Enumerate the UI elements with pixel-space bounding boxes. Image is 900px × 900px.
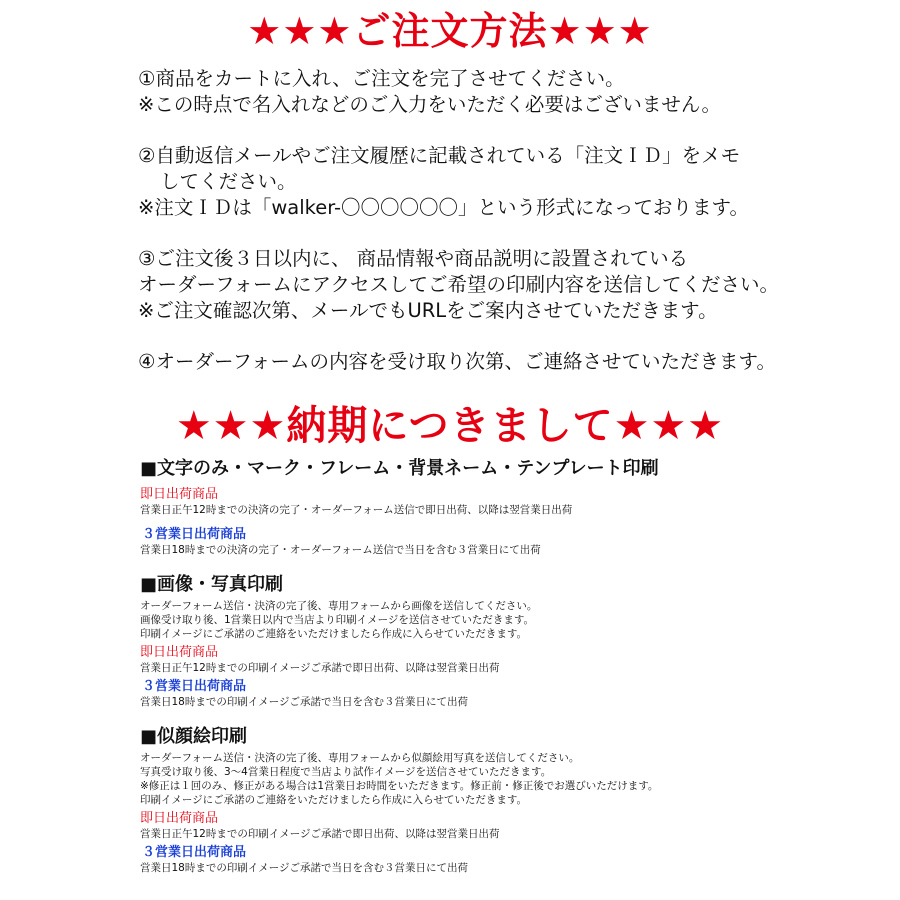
section-intro-line: ※修正は１回のみ、修正がある場合は1営業日お時間をいただきます。修正前・修正後でお選びいただけます。: [140, 780, 659, 792]
three-day-shipping-description: 営業日18時までの印刷イメージご承諾で当日を含む３営業日にて出荷: [140, 696, 469, 708]
section-intro-line: オーダーフォーム送信・決済の完了後、専用フォームから画像を送信してください。: [140, 600, 538, 612]
three-day-shipping-label: ３営業日出荷商品: [142, 845, 247, 860]
section-intro-line: 写真受け取り後、3〜4営業日程度で当店より試作イメージを送信させていただきます。: [140, 766, 552, 778]
three-day-shipping-block: [140, 845, 890, 875]
order-step-line: ③ご注文後３日以内に、 商品情報や商品説明に設置されている: [138, 247, 689, 270]
order-step: [138, 246, 888, 324]
section-intro-line: オーダーフォーム送信・決済の完了後、専用フォームから似顔絵用写真を送信してください。: [140, 752, 580, 764]
delivery-section: [140, 455, 890, 557]
three-day-shipping-block: [140, 679, 890, 709]
order-step-line: ①商品をカートに入れ、ご注文を完了させてください。: [138, 67, 625, 90]
order-step: [138, 143, 888, 221]
three-day-shipping-block: [140, 527, 890, 557]
same-day-shipping-description: 営業日正午12時までの印刷イメージご承諾で即日出荷、以降は翌営業日出荷: [140, 828, 500, 840]
same-day-shipping-block: [140, 487, 890, 517]
order-step-line: ※ご注文確認次第、メールでもURLをご案内させていただきます。: [138, 299, 718, 322]
delivery-section: [140, 571, 890, 709]
order-step-line: ②自動返信メールやご注文履歴に記載されている「注文ＩＤ」をメモ: [138, 144, 741, 167]
order-step: [138, 349, 888, 375]
order-method-heading: ★★★ご注文方法★★★: [247, 9, 653, 53]
three-day-shipping-description: 営業日18時までの決済の完了・オーダーフォーム送信で当日を含む３営業日にて出荷: [140, 544, 541, 556]
delivery-sections: [140, 455, 890, 875]
three-day-shipping-label: ３営業日出荷商品: [142, 679, 247, 694]
same-day-shipping-description: 営業日正午12時までの印刷イメージご承諾で即日出荷、以降は翌営業日出荷: [140, 662, 500, 674]
section-intro-line: 印刷イメージにご承諾のご連絡をいただけましたら作成に入らせていただきます。: [140, 794, 528, 806]
same-day-shipping-label: 即日出荷商品: [140, 811, 219, 826]
delivery-heading: ★★★納期につきまして★★★: [175, 403, 725, 449]
section-title: ■文字のみ・マーク・フレーム・背景ネーム・テンプレート印刷: [140, 458, 659, 479]
order-step-line: ※この時点で名入れなどのご入力をいただく必要はございません。: [138, 93, 722, 116]
order-step-line: オーダーフォームにアクセスしてご希望の印刷内容を送信してください。: [138, 273, 779, 296]
section-intro-line: 印刷イメージにご承諾のご連絡をいただけましたら作成に入らせていただきます。: [140, 628, 528, 640]
same-day-shipping-block: [140, 811, 890, 841]
order-step: [138, 66, 888, 118]
same-day-shipping-block: [140, 645, 890, 675]
three-day-shipping-description: 営業日18時までの印刷イメージご承諾で当日を含む３営業日にて出荷: [140, 862, 469, 874]
three-day-shipping-label: ３営業日出荷商品: [142, 527, 247, 542]
order-step-line: ④オーダーフォームの内容を受け取り次第、ご連絡させていただきます。: [138, 350, 776, 373]
same-day-shipping-label: 即日出荷商品: [140, 645, 219, 660]
section-intro-line: 画像受け取り後、1営業日以内で当店より印刷イメージを送信させていただきます。: [140, 614, 535, 626]
order-step-line: してください。: [160, 170, 297, 193]
same-day-shipping-description: 営業日正午12時までの決済の完了・オーダーフォーム送信で即日出荷、以降は翌営業日出荷: [140, 504, 573, 516]
section-title: ■画像・写真印刷: [140, 574, 284, 595]
same-day-shipping-label: 即日出荷商品: [140, 487, 219, 502]
section-title: ■似顔絵印刷: [140, 726, 248, 747]
order-steps: [138, 66, 888, 400]
delivery-section: [140, 723, 890, 875]
order-step-line: ※注文ＩＤは「walker-〇〇〇〇〇〇」という形式になっております。: [138, 196, 749, 219]
